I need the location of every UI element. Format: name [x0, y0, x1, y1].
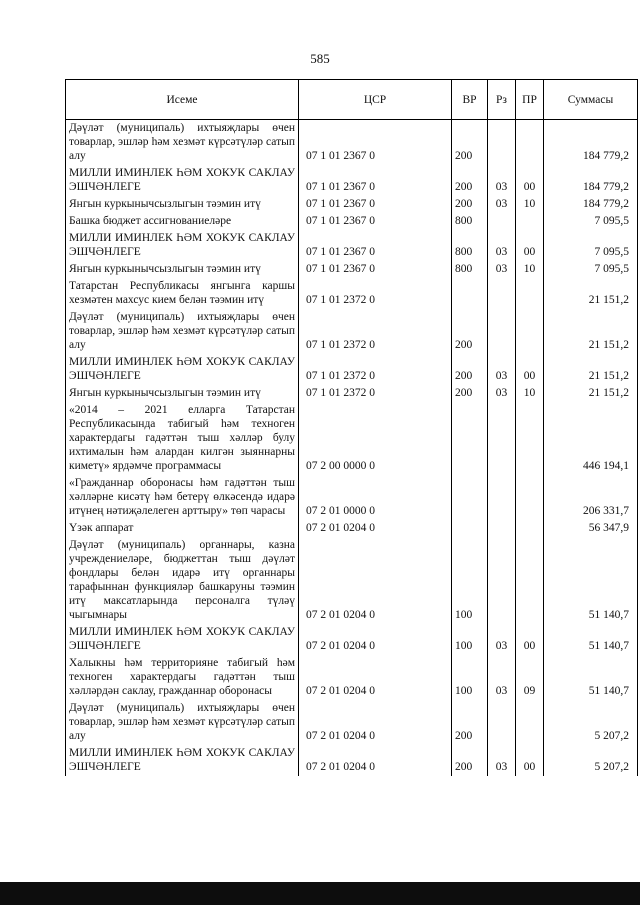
row-csr-code: 07 1 01 2367 0 [299, 120, 452, 166]
row-name: Дәүләт (муниципаль) ихтыяҗлары өчен товарлар, эшләр һәм хезмәт күрсәтүләр сатып алу [66, 120, 299, 166]
table-row [66, 385, 638, 402]
row-csr-code: 07 2 01 0204 0 [299, 700, 452, 745]
row-rz-code: 03 [488, 354, 516, 385]
row-name: МИЛЛИ ИМИНЛЕК ҺӘМ ХОКУК САКЛАУ ЭШЧӘНЛЕГЕ [66, 745, 299, 776]
row-pr-code: 10 [516, 385, 544, 402]
row-vr-code: 200 [452, 120, 488, 166]
row-name: «2014 – 2021 елларга Татарстан Республикасында табигый һәм техноген характердагы гадәттән тыш хәлләр булу ихтималын һәм алардан килгән зыяннарны киметү» ярдәмче программасы [66, 402, 299, 475]
row-pr-code [516, 475, 544, 520]
column-header-csr: ЦСР [299, 80, 452, 120]
column-header-sum: Суммасы [544, 80, 638, 120]
row-pr-code: 00 [516, 165, 544, 196]
row-amount: 56 347,9 [544, 520, 638, 537]
row-csr-code: 07 1 01 2367 0 [299, 261, 452, 278]
row-pr-code: 00 [516, 230, 544, 261]
row-vr-code: 200 [452, 196, 488, 213]
table-row [66, 520, 638, 537]
column-header-pr: ПР [516, 80, 544, 120]
row-csr-code: 07 1 01 2367 0 [299, 196, 452, 213]
row-vr-code: 800 [452, 261, 488, 278]
row-vr-code: 800 [452, 213, 488, 230]
row-csr-code: 07 1 01 2372 0 [299, 354, 452, 385]
row-vr-code [452, 278, 488, 309]
row-csr-code: 07 2 01 0204 0 [299, 520, 452, 537]
page-number: 585 [310, 51, 330, 66]
row-rz-code: 03 [488, 261, 516, 278]
row-pr-code [516, 309, 544, 354]
row-csr-code: 07 2 01 0204 0 [299, 624, 452, 655]
table-row [66, 745, 638, 776]
row-csr-code: 07 2 01 0000 0 [299, 475, 452, 520]
row-csr-code: 07 2 01 0204 0 [299, 537, 452, 624]
row-vr-code: 100 [452, 655, 488, 700]
row-pr-code [516, 700, 544, 745]
row-pr-code [516, 278, 544, 309]
table-row [66, 624, 638, 655]
row-amount: 51 140,7 [544, 655, 638, 700]
row-name: Татарстан Республикасы янгынга каршы хезмәтен махсус кием белән тәэмин итү [66, 278, 299, 309]
row-vr-code [452, 520, 488, 537]
row-amount: 446 194,1 [544, 402, 638, 475]
row-pr-code: 00 [516, 745, 544, 776]
row-vr-code: 200 [452, 165, 488, 196]
row-name: Дәүләт (муниципаль) ихтыяҗлары өчен товарлар, эшләр һәм хезмәт күрсәтүләр сатып алу [66, 700, 299, 745]
row-name: Үзәк аппарат [66, 520, 299, 537]
row-rz-code: 03 [488, 165, 516, 196]
row-rz-code [488, 278, 516, 309]
row-amount: 21 151,2 [544, 278, 638, 309]
row-vr-code [452, 402, 488, 475]
row-pr-code: 00 [516, 624, 544, 655]
row-csr-code: 07 1 01 2367 0 [299, 165, 452, 196]
row-amount: 7 095,5 [544, 213, 638, 230]
row-csr-code: 07 1 01 2372 0 [299, 278, 452, 309]
row-pr-code: 09 [516, 655, 544, 700]
row-vr-code: 800 [452, 230, 488, 261]
row-name: МИЛЛИ ИМИНЛЕК ҺӘМ ХОКУК САКЛАУ ЭШЧӘНЛЕГЕ [66, 165, 299, 196]
scan-edge-bar [0, 882, 640, 905]
column-header-name: Исеме [66, 80, 299, 120]
row-amount: 21 151,2 [544, 309, 638, 354]
table-row [66, 475, 638, 520]
column-header-rz: Рз [488, 80, 516, 120]
table-row [66, 120, 638, 166]
row-name: Янгын куркынычсызлыгын тәэмин итү [66, 385, 299, 402]
row-rz-code: 03 [488, 196, 516, 213]
table-row [66, 165, 638, 196]
table-row [66, 230, 638, 261]
table-row [66, 261, 638, 278]
row-rz-code: 03 [488, 230, 516, 261]
row-vr-code: 200 [452, 745, 488, 776]
table-row [66, 213, 638, 230]
row-rz-code [488, 520, 516, 537]
table-row [66, 655, 638, 700]
table-row [66, 402, 638, 475]
row-pr-code [516, 520, 544, 537]
row-amount: 51 140,7 [544, 624, 638, 655]
row-name: Янгын куркынычсызлыгын тәэмин итү [66, 261, 299, 278]
row-vr-code: 200 [452, 309, 488, 354]
row-pr-code: 10 [516, 261, 544, 278]
row-amount: 21 151,2 [544, 354, 638, 385]
row-csr-code: 07 2 01 0204 0 [299, 745, 452, 776]
table-row [66, 309, 638, 354]
row-csr-code: 07 1 01 2367 0 [299, 230, 452, 261]
row-rz-code [488, 537, 516, 624]
row-vr-code: 200 [452, 354, 488, 385]
row-name: МИЛЛИ ИМИНЛЕК ҺӘМ ХОКУК САКЛАУ ЭШЧӘНЛЕГЕ [66, 624, 299, 655]
row-name: Халыкны һәм территорияне табигый һәм техноген характердагы гадәттән тыш хәлләрдән саклау, гражданнар оборонасы [66, 655, 299, 700]
row-csr-code: 07 1 01 2372 0 [299, 309, 452, 354]
row-name: Башка бюджет ассигнованиеләре [66, 213, 299, 230]
row-rz-code [488, 309, 516, 354]
row-pr-code [516, 213, 544, 230]
row-csr-code: 07 2 01 0204 0 [299, 655, 452, 700]
row-csr-code: 07 1 01 2367 0 [299, 213, 452, 230]
row-amount: 7 095,5 [544, 261, 638, 278]
row-rz-code: 03 [488, 655, 516, 700]
table-row [66, 354, 638, 385]
row-amount: 51 140,7 [544, 537, 638, 624]
row-amount: 5 207,2 [544, 745, 638, 776]
table-row [66, 278, 638, 309]
row-amount: 5 207,2 [544, 700, 638, 745]
row-csr-code: 07 1 01 2372 0 [299, 385, 452, 402]
table-row [66, 196, 638, 213]
row-vr-code [452, 475, 488, 520]
budget-table [65, 79, 638, 776]
row-rz-code: 03 [488, 624, 516, 655]
row-name: «Гражданнар оборонасы һәм гадәттән тыш хәлләрне кисәтү һәм бетерү өлкәсендә идарә итүнең нәтиҗәлелеген арттыру» төп чарасы [66, 475, 299, 520]
row-vr-code: 200 [452, 385, 488, 402]
row-name: МИЛЛИ ИМИНЛЕК ҺӘМ ХОКУК САКЛАУ ЭШЧӘНЛЕГЕ [66, 230, 299, 261]
row-name: Дәүләт (муниципаль) органнары, казна учреждениеләре, бюджеттан тыш дәүләт фондлары белән идарә итү органнары тарафыннан функцияләр башкаруны тәэмин итү максатларында персоналга түләү чыгымнары [66, 537, 299, 624]
table-header-row [66, 80, 638, 120]
row-pr-code: 00 [516, 354, 544, 385]
row-amount: 7 095,5 [544, 230, 638, 261]
row-rz-code: 03 [488, 745, 516, 776]
row-rz-code [488, 402, 516, 475]
row-rz-code [488, 475, 516, 520]
row-vr-code: 100 [452, 537, 488, 624]
row-rz-code [488, 700, 516, 745]
row-name: МИЛЛИ ИМИНЛЕК ҺӘМ ХОКУК САКЛАУ ЭШЧӘНЛЕГЕ [66, 354, 299, 385]
table-row [66, 537, 638, 624]
row-name: Дәүләт (муниципаль) ихтыяҗлары өчен товарлар, эшләр һәм хезмәт күрсәтүләр сатып алу [66, 309, 299, 354]
row-amount: 21 151,2 [544, 385, 638, 402]
row-pr-code [516, 537, 544, 624]
row-amount: 184 779,2 [544, 196, 638, 213]
row-rz-code: 03 [488, 385, 516, 402]
row-vr-code: 200 [452, 700, 488, 745]
row-pr-code: 10 [516, 196, 544, 213]
row-name: Янгын куркынычсызлыгын тәэмин итү [66, 196, 299, 213]
row-vr-code: 100 [452, 624, 488, 655]
row-pr-code [516, 120, 544, 166]
row-amount: 184 779,2 [544, 165, 638, 196]
row-amount: 184 779,2 [544, 120, 638, 166]
row-amount: 206 331,7 [544, 475, 638, 520]
column-header-vr: ВР [452, 80, 488, 120]
row-rz-code [488, 213, 516, 230]
row-rz-code [488, 120, 516, 166]
row-csr-code: 07 2 00 0000 0 [299, 402, 452, 475]
table-body [66, 120, 638, 777]
table-row [66, 700, 638, 745]
row-pr-code [516, 402, 544, 475]
